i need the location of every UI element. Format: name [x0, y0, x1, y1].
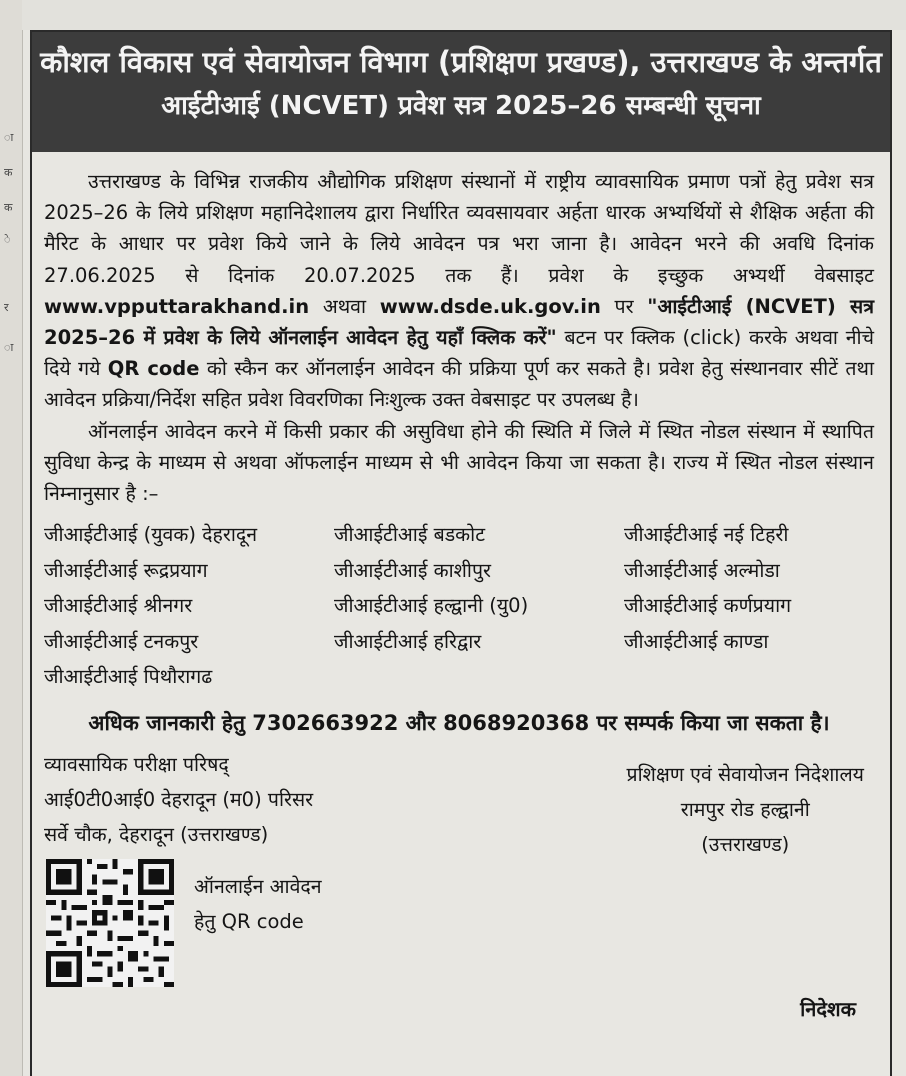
- address-line: सर्वे चौक, देहरादून (उत्तराखण्ड): [44, 822, 269, 846]
- exam-council-address: [44, 747, 313, 852]
- institute-item: जीआईटीआई हरिद्वार: [334, 629, 482, 653]
- qr-label-line: ऑनलाईन आवेदन: [194, 874, 322, 898]
- previous-article-edge: [22, 0, 906, 30]
- adjacent-column-edge: ा क क े र ा: [0, 0, 23, 1076]
- para1-text-4: बटन पर क्लिक (click) करके अथवा नीचे दिये गये: [44, 326, 874, 381]
- address-line: आई0टी0आई0 देहरादून (म0) परिसर: [44, 787, 314, 811]
- qr-code-mention: QR code: [107, 357, 200, 381]
- signatory-title: निदेशक: [800, 996, 856, 1021]
- notice-advertisement: [30, 30, 892, 1076]
- notice-footer: [44, 747, 874, 1067]
- address-line: (उत्तराखण्ड): [701, 832, 790, 856]
- notice-header: [32, 32, 890, 152]
- address-line: रामपुर रोड हल्द्वानी: [680, 797, 810, 821]
- institute-item: जीआईटीआई नई टिहरी: [624, 523, 789, 547]
- institute-item: जीआईटीआई रूद्रप्रयाग: [44, 558, 208, 582]
- para1-text-3: पर: [614, 294, 634, 318]
- notice-body: [32, 152, 890, 1067]
- header-subtitle: आईटीआई (NCVET) प्रवेश सत्र 2025–26 सम्बन्धी सूचना: [161, 91, 761, 121]
- qr-label-line: हेतु QR code: [194, 909, 304, 933]
- qr-code-label: [194, 869, 322, 939]
- address-line: व्यावसायिक परीक्षा परिषद्: [44, 752, 229, 776]
- header-title: कौशल विकास एवं सेवायोजन विभाग (प्रशिक्षण प्रखण्ड), उत्तराखण्ड के अन्तर्गत: [40, 45, 882, 79]
- institute-item: जीआईटीआई बडकोट: [334, 523, 486, 547]
- contact-line: अधिक जानकारी हेतु 7302663922 और 8068920368 पर सम्पर्क किया जा सकता है।: [88, 710, 830, 735]
- admission-paragraph: [44, 166, 874, 416]
- institute-item: जीआईटीआई हल्द्वानी (यु0): [334, 594, 529, 618]
- qr-code-image[interactable]: [46, 859, 174, 987]
- institute-item: जीआईटीआई काशीपुर: [334, 558, 491, 582]
- institute-item: जीआईटीआई (युवक) देहरादून: [44, 523, 258, 547]
- institute-item: जीआईटीआई टनकपुर: [44, 629, 199, 653]
- directorate-address: [626, 757, 864, 862]
- nodal-institute-list: [44, 517, 874, 695]
- website-link-1[interactable]: www.vpputtarakhand.in: [44, 294, 310, 318]
- address-line: प्रशिक्षण एवं सेवायोजन निदेशालय: [626, 762, 864, 786]
- institute-item: जीआईटीआई काण्डा: [624, 629, 769, 653]
- website-link-2[interactable]: www.dsde.uk.gov.in: [379, 294, 601, 318]
- institute-item: जीआईटीआई पिथौरागढ: [44, 665, 213, 689]
- offline-paragraph: ऑनलाईन आवेदन करने में किसी प्रकार की असुविधा होने की स्थिति में जिले में स्थित नोडल संस्थान में स्थापित सुविधा केन्द्र के माध्यम से अथवा ऑफलाईन माध्यम से भी आवेदन किया जा सकता है। राज्य में स्थित नोडल संस्थान निम्नानुसार है :–: [44, 419, 874, 506]
- para1-text-2: अथवा: [322, 294, 367, 318]
- para1-text-5: को स्कैन कर ऑनलाईन आवेदन की प्रक्रिया पूर्ण कर सकते है। प्रवेश हेतु संस्थानवार सीटें तथा आवेदन प्रक्रिया/निर्देश सहित प्रवेश विवरणिका निःशुल्क उक्त वेबसाइट पर उपलब्ध है।: [44, 357, 874, 412]
- institute-item: जीआईटीआई अल्मोडा: [624, 558, 780, 582]
- institute-item: जीआईटीआई कर्णप्रयाग: [624, 594, 792, 618]
- institute-item: जीआईटीआई श्रीनगर: [44, 594, 193, 618]
- apply-button-caption: "आईटीआई (NCVET) सत्र 2025–26 में प्रवेश के लिये ऑनलाईन आवेदन हेतु यहाँ क्लिक करें": [44, 294, 874, 350]
- para1-text-1: उत्तराखण्ड के विभिन्न राजकीय औद्योगिक प्रशिक्षण संस्थानों में राष्ट्रीय व्यावसायिक प्रमाण पत्रों हेतु प्रवेश सत्र 2025–26 के लिये प्रशिक्षण महानिदेशालय द्वारा निर्धारित व्यवसायवार अर्हता धारक अभ्यर्थियों से शैक्षिक अर्हता की मैरिट के आधार पर प्रवेश किये जाने के लिये आवेदन पत्र भरा जाना है। आवेदन भरने की अवधि दिनांक 27.06.2025 से दिनांक 20.07.2025 तक हैं। प्रवेश के इच्छुक अभ्यर्थी वेबसाइट: [44, 170, 874, 287]
